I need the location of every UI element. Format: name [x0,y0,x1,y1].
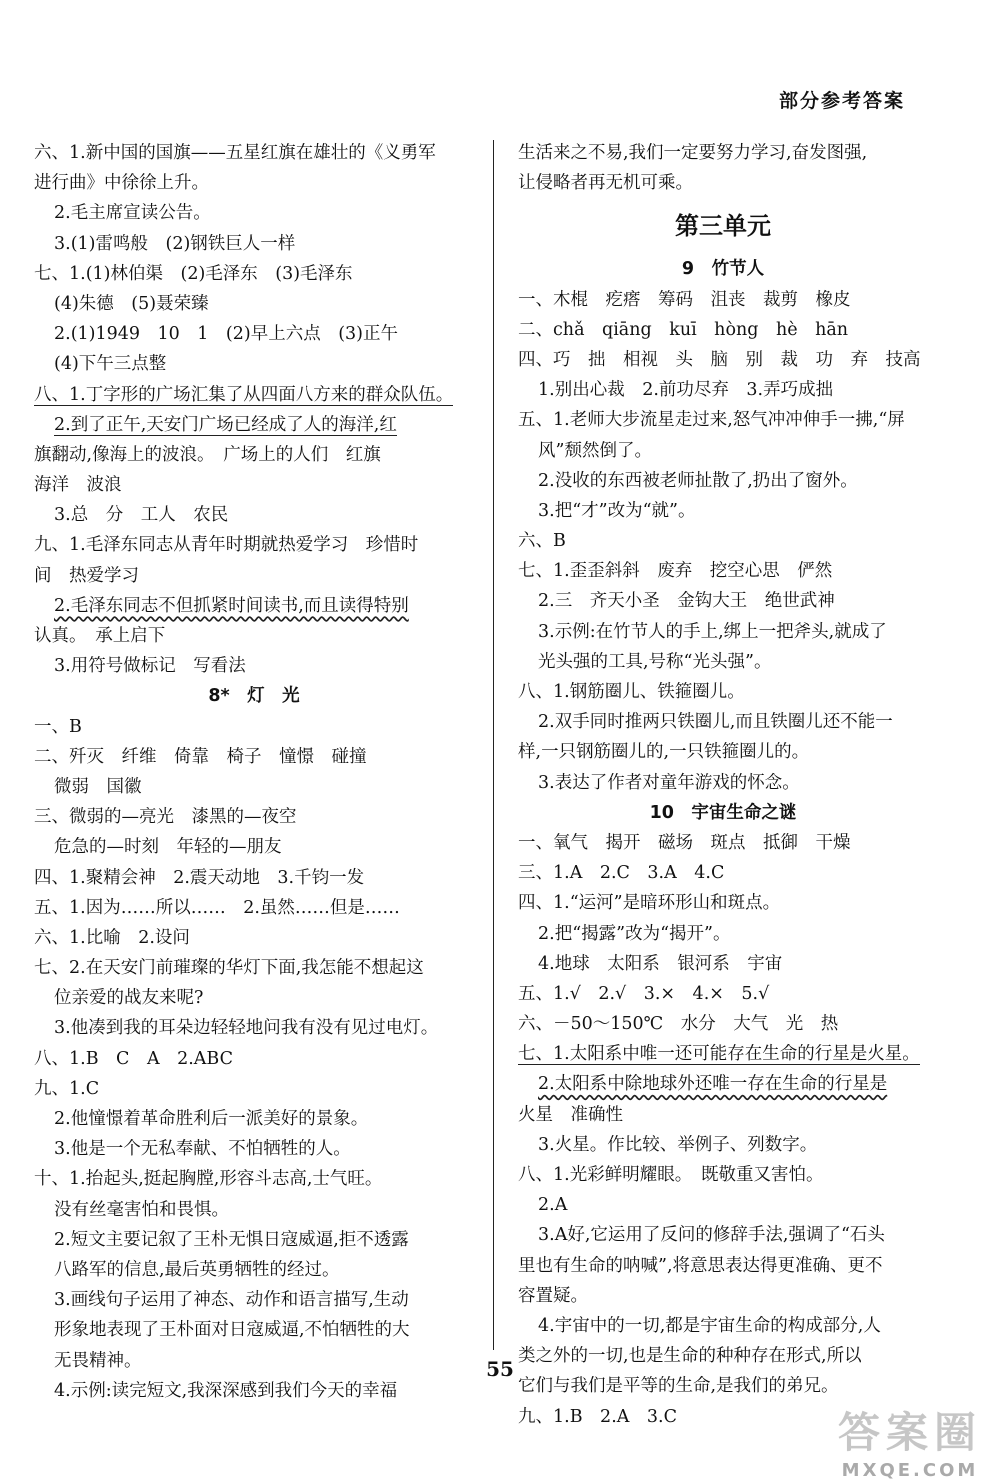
answer-text: 3.总 分 工人 农民 [54,505,229,526]
page-number: 55 [486,1357,514,1381]
answer-text: 3.A好,它运用了反问的修辞手法,强调了“石头 [538,1225,885,1246]
answer-line [518,677,928,707]
answer-text: (4)朱德 (5)聂荣臻 [54,293,209,314]
answer-line [34,1074,474,1104]
answer-text: 五、1.√ 2.√ 3.× 4.× 5.√ [518,983,770,1004]
answer-text: 2.到了正午,天安门广场已经成了人的海洋,红 [54,414,397,435]
answer-line [518,168,928,198]
answer-text: 六、B [518,531,566,552]
answer-text: 旗翻动,像海上的波浪。 广场上的人们 红旗 [34,444,381,465]
answer-line [518,375,928,405]
answer-line [34,229,474,259]
answer-line [34,1134,474,1164]
answer-text: 类之外的一切,也是生命的种种存在形式,所以 [518,1346,862,1367]
answer-line [34,621,474,651]
answer-line [518,436,928,466]
answer-line [34,923,474,953]
answer-text: 间 热爱学习 [34,565,139,586]
answer-text: 里也有生命的呐喊”,将意思表达得更准确、更不 [518,1255,883,1276]
answer-line [34,953,474,983]
answer-line [34,1164,474,1194]
answer-text: 2.他憧憬着革命胜利后一派美好的景象。 [54,1109,369,1129]
answer-line [34,440,474,470]
answer-text: 2.没收的东西被老师扯散了,扔出了窗外。 [538,470,858,491]
answer-line [518,707,928,737]
answer-line [518,737,928,767]
answer-line [518,1160,928,1190]
answer-text: 六、1.新中国的国旗——五星红旗在雄壮的《义勇军 [34,143,436,163]
answer-line [34,138,474,168]
answer-line [518,315,928,345]
answer-line [518,586,928,616]
answer-line [34,168,474,198]
answer-line [34,712,474,742]
answer-text: 七、1.太阳系中唯一还可能存在生命的行星是火星。 [518,1044,920,1065]
answer-text: 3.火星。作比较、举例子、列数字。 [538,1134,818,1155]
answer-text: 9 竹节人 [681,259,765,280]
answer-text: 3.(1)雷鸣般 (2)钢铁巨人一样 [54,233,296,254]
answer-line [518,285,928,315]
watermark [838,1400,982,1481]
answer-text: 四、1.聚精会神 2.震天动地 3.千钧一发 [34,867,365,888]
answer-line [518,466,928,496]
watermark-logo: 答案圈 [837,1408,982,1457]
answer-text: 二、歼灭 纤维 倚靠 椅子 憧憬 碰撞 [34,746,367,767]
answer-line [518,1009,928,1039]
answer-line [518,138,928,168]
answer-line [34,802,474,832]
answer-text: 8* 灯 光 [208,686,300,707]
answer-line [34,349,474,379]
answer-text: 样,一只钢筋圈儿的,一只铁箍圈儿的。 [518,742,810,763]
answer-text: 生活来之不易,我们一定要努力学习,奋发图强, [518,143,868,163]
answer-line [34,198,474,228]
answer-line [518,405,928,435]
answer-text: (4)下午三点整 [54,354,167,375]
answer-text: 3.示例:在竹节人的手上,绑上一把斧头,就成了 [538,621,887,642]
answer-line [34,772,474,802]
answer-line [518,556,928,586]
answer-text: 八、1.丁字形的广场汇集了从四面八方来的群众队伍。 [34,384,454,405]
right-column [518,138,928,1432]
answer-text: 八、1.光彩鲜明耀眼。 既敬重又害怕。 [518,1165,824,1185]
answer-text: 三、1.A 2.C 3.A 4.C [518,863,725,884]
answer-text: 危急的—时刻 年轻的—朋友 [54,837,282,858]
answer-text: 二、chǎ qiāng kuī hòng hè hān [518,319,849,340]
answer-text: 3.用符号做标记 写看法 [54,656,246,677]
answer-text: 八、1.钢筋圈儿、铁箍圈儿。 [518,682,745,702]
answer-text: 十、1.抬起头,挺起胸膛,形容斗志高,士气旺。 [34,1169,383,1190]
answer-line [518,1311,928,1341]
answer-text: 八路军的信息,最后英勇牺牲的经过。 [54,1259,340,1280]
answer-line [34,319,474,349]
answer-line [518,919,928,949]
answer-text: 五、1.老师大步流星走过来,怒气冲冲伸手一拂,“屏 [518,410,905,431]
answer-text: 五、1.因为……所以…… 2.虽然……但是…… [34,897,400,918]
answer-text: 2.把“揭露”改为“揭开”。 [538,923,731,944]
left-column [34,138,474,1406]
answer-line [34,651,474,681]
answer-text: 容置疑。 [518,1285,588,1306]
answer-line [34,289,474,319]
answer-line [518,979,928,1009]
answer-text: 3.他凑到我的耳朵边轻轻地问我有没有见过电灯。 [54,1018,439,1039]
answer-line [518,768,928,798]
answer-text: 3.表达了作者对童年游戏的怀念。 [538,772,800,793]
answer-line [34,1255,474,1285]
answer-line [34,380,474,410]
page-header: 部分参考答案 [778,90,905,112]
column-divider [493,140,494,1350]
answer-text: 六、－50～150℃ 水分 大气 光 热 [518,1014,839,1035]
answer-line [34,1285,474,1315]
answer-text: 2.毛泽东同志不但抓紧时间读书,而且读得特别 [54,595,409,616]
answer-text: 一、氧气 揭开 磁场 斑点 抵御 干燥 [518,832,851,853]
answer-line [518,828,928,858]
answer-text: 10 宇宙生命之谜 [649,802,797,823]
answer-line [518,345,928,375]
answer-text: 七、2.在天安门前璀璨的华灯下面,我怎能不想起这 [34,958,424,979]
answer-text: 六、1.比喻 2.设问 [34,927,190,948]
answer-line [34,893,474,923]
answer-line [34,561,474,591]
answer-text: 2.太阳系中除地球外还唯一存在生命的行星是 [538,1074,888,1095]
answer-text: 2.毛主席宣读公告。 [54,203,211,224]
answer-text: 九、1.B 2.A 3.C [518,1406,677,1427]
answer-line [518,1100,928,1130]
answer-text: 3.他是一个无私奉献、不怕牺牲的人。 [54,1139,351,1160]
answer-text: 无畏精神。 [54,1350,142,1371]
answer-line [34,1195,474,1225]
section-title [34,681,474,711]
answer-line [518,1130,928,1160]
section-title [518,254,928,284]
answer-text: 形象地表现了王朴面对日寇威逼,不怕牺牲的大 [54,1320,410,1341]
answer-line [34,1013,474,1043]
answer-line [518,647,928,677]
section-title [518,798,928,828]
answer-line [34,832,474,862]
answer-text: 2.(1)1949 10 1 (2)早上六点 (3)正午 [54,324,399,345]
answer-text: 风”颓然倒了。 [538,440,652,461]
answer-text: 4.示例:读完短文,我深深感到我们今天的幸福 [54,1380,398,1401]
answer-text: 海洋 波浪 [34,475,122,496]
answer-text: 一、木棍 疙瘩 筹码 沮丧 裁剪 橡皮 [518,289,851,310]
answer-text: 九、1.C [34,1078,100,1099]
answer-text: 4.地球 太阳系 银河系 宇宙 [538,953,783,974]
answer-text: 进行曲》中徐徐上升。 [34,173,209,194]
answer-line [518,949,928,979]
answer-text: 第三单元 [675,212,771,241]
answer-text: 3.画线句子运用了神态、动作和语言描写,生动 [54,1290,409,1311]
answer-line [34,1104,474,1134]
answer-text: 它们与我们是平等的生命,是我们的弟兄。 [518,1376,839,1397]
answer-text: 认真。 承上启下 [34,626,166,646]
answer-line [34,1044,474,1074]
answer-text: 九、1.毛泽东同志从青年时期就热爱学习 珍惜时 [34,535,419,556]
answer-line [518,1069,928,1099]
answer-text: 没有丝毫害怕和畏惧。 [54,1199,229,1220]
answer-text: 3.把“才”改为“就”。 [538,500,696,521]
answer-text: 三、微弱的—亮光 漆黑的—夜空 [34,807,297,828]
answer-text: 2.三 齐天小圣 金钩大王 绝世武神 [538,591,835,612]
answer-line [518,1251,928,1281]
answer-line [34,259,474,289]
answer-text: 四、1.“运河”是暗环形山和斑点。 [518,893,781,914]
answer-text: 2.双手同时推两只铁圈儿,而且铁圈儿还不能一 [538,712,893,733]
answer-line [34,983,474,1013]
unit-title [518,198,928,254]
answer-line [34,410,474,440]
answer-line [34,591,474,621]
answer-line [518,888,928,918]
answer-text: 火星 准确性 [518,1104,623,1125]
answer-text: 位亲爱的战友来呢? [54,988,204,1009]
answer-line [518,858,928,888]
answer-line [518,1220,928,1250]
answer-line [34,1315,474,1345]
answer-text: 七、1.(1)林伯渠 (2)毛泽东 (3)毛泽东 [34,263,353,284]
answer-text: 八、1.B C A 2.ABC [34,1048,233,1069]
answer-line [518,1190,928,1220]
answer-line [34,500,474,530]
answer-text: 2.短文主要记叙了王朴无惧日寇威逼,拒不透露 [54,1229,409,1250]
answer-text: 1.别出心裁 2.前功尽弃 3.弄巧成拙 [538,380,834,401]
answer-text: 四、巧 拙 相视 头 脑 别 裁 功 弃 技高 [518,349,921,370]
answer-line [518,1281,928,1311]
answer-line [518,1039,928,1069]
answer-text: 七、1.歪歪斜斜 废弃 挖空心思 俨然 [518,561,833,582]
answer-line [34,1225,474,1255]
answer-text: 2.A [538,1195,568,1216]
answer-line [34,742,474,772]
answer-line [518,617,928,647]
answer-line [34,863,474,893]
answer-text: 让侵略者再无机可乘。 [518,173,693,194]
answer-line [34,470,474,500]
answer-line [518,496,928,526]
answer-text: 4.宇宙中的一切,都是宇宙生命的构成部分,人 [538,1315,881,1336]
answer-text: 微弱 国徽 [54,776,142,797]
answer-line [518,526,928,556]
answer-line [34,530,474,560]
watermark-url: MXQE.COM [841,1460,979,1481]
answer-text: 光头强的工具,号称“光头强”。 [538,651,772,672]
answer-text: 一、B [34,716,82,737]
